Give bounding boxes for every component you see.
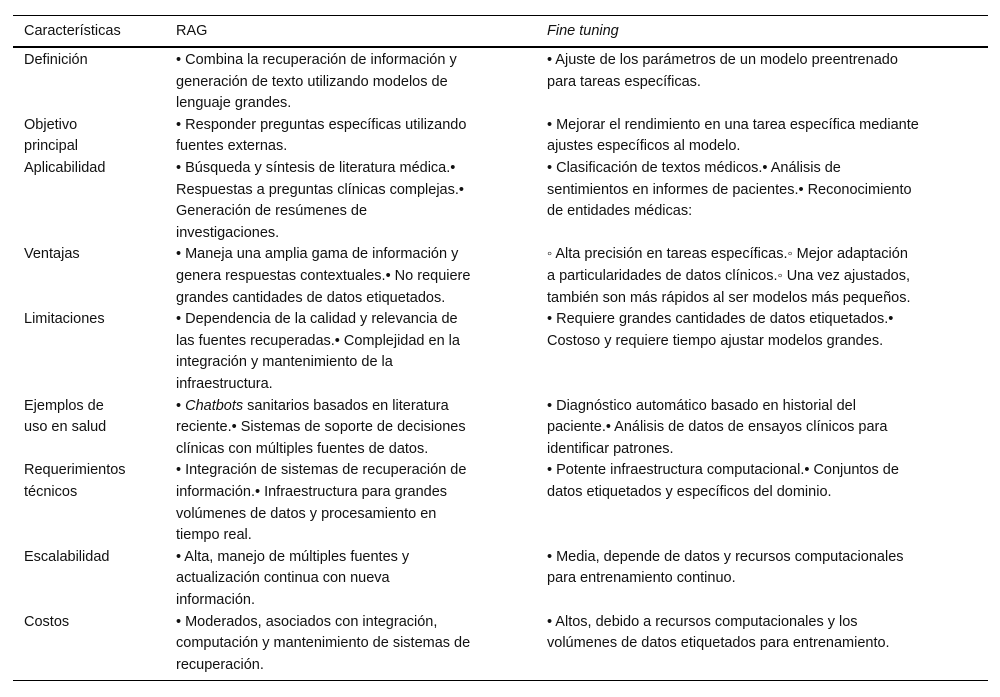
table-row: [0, 244, 1000, 309]
cell-line: para entrenamiento continuo.: [547, 570, 736, 587]
cell-line: investigaciones.: [176, 224, 280, 241]
cell-line: • Alta, manejo de múltiples fuentes y: [176, 548, 410, 565]
table-row: [0, 158, 1000, 244]
table-row: [0, 612, 1000, 677]
cell-line: Requerimientos: [24, 462, 126, 479]
cell-line: • Mejorar el rendimiento en una tarea específica mediante: [547, 116, 919, 133]
feature-cell: [24, 309, 105, 331]
cell-line: genera respuestas contextuales.• No requiere: [176, 267, 471, 284]
cell-line: Aplicabilidad: [24, 159, 106, 176]
cell-line: volúmenes de datos y procesamiento en: [176, 505, 437, 522]
cell-line: uso en salud: [24, 419, 107, 436]
cell-line: las fuentes recuperadas.• Complejidad en la: [176, 332, 460, 349]
cell-line: también son más rápidos al ser modelos más pequeños.: [547, 289, 911, 306]
cell-line: • Combina la recuperación de información y: [176, 52, 457, 68]
cell-line: ◦ Alta precisión en tareas específicas.◦ Mejor adaptación: [547, 246, 908, 263]
cell-line: información.: [176, 591, 255, 608]
feature-cell: [24, 50, 88, 72]
header-rag: RAG: [176, 23, 208, 39]
fine-tuning-cell: [547, 244, 911, 309]
cell-line: Ejemplos de: [24, 397, 104, 414]
table-body: [0, 50, 1000, 676]
cell-line: tiempo real.: [176, 527, 252, 544]
cell-line: paciente.• Análisis de datos de ensayos clínicos para: [547, 419, 888, 436]
cell-line: sentimientos en informes de pacientes.• Reconocimiento: [547, 181, 912, 198]
cell-line: información.• Infraestructura para grandes: [176, 483, 448, 500]
rag-cell: [176, 309, 460, 395]
cell-line: ajustes específicos al modelo.: [547, 138, 741, 155]
cell-line: fuentes externas.: [176, 138, 288, 155]
cell-line: datos etiquetados y específicos del dominio.: [547, 483, 832, 500]
feature-cell: [24, 244, 80, 266]
cell-line: • Media, depende de datos y recursos computacionales: [547, 548, 904, 565]
rag-cell: [176, 115, 466, 158]
fine-tuning-cell: [547, 547, 904, 590]
rag-cell: [176, 460, 466, 546]
cell-line: • Requiere grandes cantidades de datos etiquetados.•: [547, 311, 894, 328]
cell-line: reciente.• Sistemas de soporte de decisiones: [176, 419, 466, 436]
cell-line: Definición: [24, 52, 88, 68]
table-top-rule: [13, 15, 988, 16]
rag-cell: [176, 547, 409, 612]
table-bottom-rule: [13, 680, 988, 681]
rag-cell: [176, 612, 470, 677]
table-row: [0, 460, 1000, 546]
feature-cell: [24, 547, 109, 569]
cell-line: de entidades médicas:: [547, 203, 693, 220]
cell-line: Objetivo: [24, 116, 78, 133]
header-fine-tuning: Fine tuning: [547, 23, 619, 39]
rag-cell: [176, 50, 457, 115]
cell-line: • Integración de sistemas de recuperación de: [176, 462, 467, 479]
cell-line: infraestructura.: [176, 375, 273, 392]
fine-tuning-cell: [547, 50, 898, 93]
cell-line: técnicos: [24, 483, 78, 500]
cell-line: Respuestas a preguntas clínicas complejas.•: [176, 181, 464, 198]
cell-line: Limitaciones: [24, 311, 105, 328]
header-rule: [13, 46, 988, 48]
feature-cell: [24, 396, 106, 439]
fine-tuning-cell: [547, 115, 919, 158]
table-row: [0, 50, 1000, 115]
cell-line: volúmenes de datos etiquetados para entrenamiento.: [547, 635, 890, 652]
cell-line: Escalabilidad: [24, 548, 110, 565]
cell-line: • Búsqueda y síntesis de literatura médica.•: [176, 159, 456, 176]
cell-line: • Clasificación de textos médicos.• Análisis de: [547, 159, 841, 176]
rag-cell: [176, 396, 466, 461]
table-row: [0, 309, 1000, 395]
table-row: [0, 396, 1000, 461]
cell-line: • Responder preguntas específicas utilizando: [176, 116, 467, 133]
cell-line: identificar patrones.: [547, 440, 674, 457]
cell-line: generación de texto utilizando modelos de: [176, 73, 448, 90]
cell-line: • Ajuste de los parámetros de un modelo preentrenado: [547, 52, 898, 68]
italic-term: Chatbots: [185, 397, 244, 414]
cell-line: • Dependencia de la calidad y relevancia de: [176, 311, 458, 328]
cell-line: Ventajas: [24, 246, 80, 263]
cell-line: principal: [24, 138, 78, 155]
rag-cell: [176, 244, 470, 309]
cell-line: grandes cantidades de datos etiquetados.: [176, 289, 446, 306]
cell-line: a particularidades de datos clínicos.◦ Una vez ajustados,: [547, 267, 911, 284]
cell-line: • Moderados, asociados con integración,: [176, 613, 438, 630]
fine-tuning-cell: [547, 460, 899, 503]
feature-cell: [24, 158, 105, 180]
fine-tuning-cell: [547, 612, 890, 655]
cell-line: para tareas específicas.: [547, 73, 701, 90]
cell-line: integración y mantenimiento de la: [176, 354, 393, 371]
fine-tuning-cell: [547, 158, 912, 223]
cell-line: Costos: [24, 613, 70, 630]
cell-line: Costoso y requiere tiempo ajustar modelos grandes.: [547, 332, 884, 349]
feature-cell: [24, 115, 78, 158]
cell-line: Generación de resúmenes de: [176, 203, 368, 220]
cell-line: computación y mantenimiento de sistemas de: [176, 635, 471, 652]
rag-cell: [176, 158, 464, 244]
cell-line: • Chatbots sanitarios basados en literatura: [176, 397, 449, 414]
cell-line: • Maneja una amplia gama de información y: [176, 246, 459, 263]
fine-tuning-cell: [547, 396, 887, 461]
table-row: [0, 547, 1000, 612]
cell-line: recuperación.: [176, 656, 264, 673]
table-row: [0, 115, 1000, 158]
cell-line: • Potente infraestructura computacional.• Conjuntos de: [547, 462, 899, 479]
cell-line: actualización continua con nueva: [176, 570, 390, 587]
cell-line: clínicas con múltiples fuentes de datos.: [176, 440, 429, 457]
fine-tuning-cell: [547, 309, 893, 352]
cell-line: • Diagnóstico automático basado en historial del: [547, 397, 856, 414]
header-caracteristicas: Características: [24, 23, 121, 39]
feature-cell: [24, 612, 69, 634]
cell-line: lenguaje grandes.: [176, 95, 292, 112]
feature-cell: [24, 460, 126, 503]
cell-line: • Altos, debido a recursos computacionales y los: [547, 613, 858, 630]
